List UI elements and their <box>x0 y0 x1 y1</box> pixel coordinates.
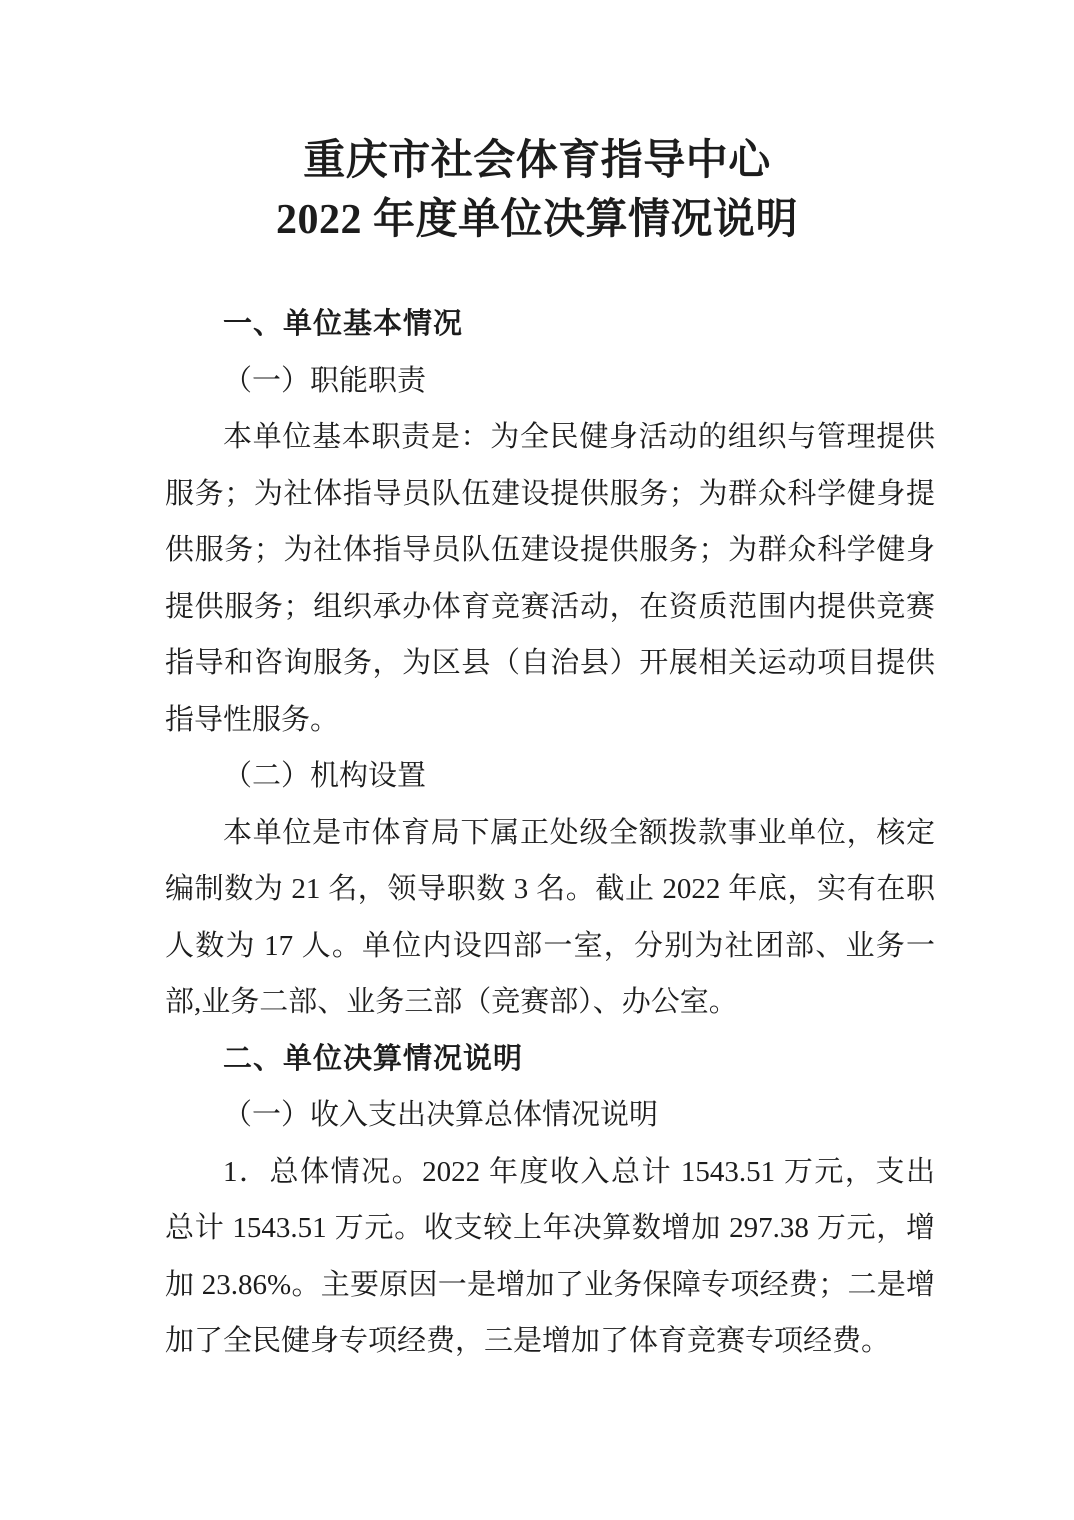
body-line: 人数为 17 人。单位内设四部一室，分别为社团部、业务一 <box>165 929 935 962</box>
subsection-heading-2-1: （一）收入支出决算总体情况说明 <box>223 1099 659 1131</box>
section-heading-2: 二、单位决算情况说明 <box>223 1042 524 1075</box>
document-body <box>165 296 935 1370</box>
body-line: 供服务；为社体指导员队伍建设提供服务；为群众科学健身 <box>165 534 935 566</box>
document-title <box>0 132 1074 250</box>
section-heading-1: 一、单位基本情况 <box>223 308 464 340</box>
body-line: 编制数为 21 名，领导职数 3 名。截止 2022 年底，实有在职 <box>165 873 935 905</box>
document-title-line-1: 重庆市社会体育指导中心 <box>303 138 771 184</box>
body-line: 1．总体情况。2022 年度收入总计 1543.51 万元，支出 <box>223 1155 935 1188</box>
subsection-heading-1-1: （一）职能职责 <box>223 364 427 397</box>
body-line: 服务；为社体指导员队伍建设提供服务；为群众科学健身提 <box>165 477 935 510</box>
body-line: 指导和咨询服务，为区县（自治县）开展相关运动项目提供 <box>165 647 935 679</box>
subsection-heading-1-2: （二）机构设置 <box>223 760 427 792</box>
body-line: 提供服务；组织承办体育竞赛活动，在资质范围内提供竞赛 <box>165 590 935 623</box>
body-line: 加 23.86%。主要原因一是增加了业务保障专项经费；二是增 <box>165 1268 935 1301</box>
body-line: 部,业务二部、业务三部（竞赛部）、办公室。 <box>165 986 738 1018</box>
body-line: 本单位是市体育局下属正处级全额拨款事业单位，核定 <box>223 816 935 849</box>
body-line: 本单位基本职责是：为全民健身活动的组织与管理提供 <box>223 421 935 453</box>
body-line: 总计 1543.51 万元。收支较上年决算数增加 297.38 万元，增 <box>165 1212 935 1244</box>
body-line: 加了全民健身专项经费，三是增加了体育竞赛专项经费。 <box>165 1325 891 1357</box>
document-title-line-2: 2022 年度单位决算情况说明 <box>275 197 798 243</box>
body-line: 指导性服务。 <box>165 703 340 736</box>
